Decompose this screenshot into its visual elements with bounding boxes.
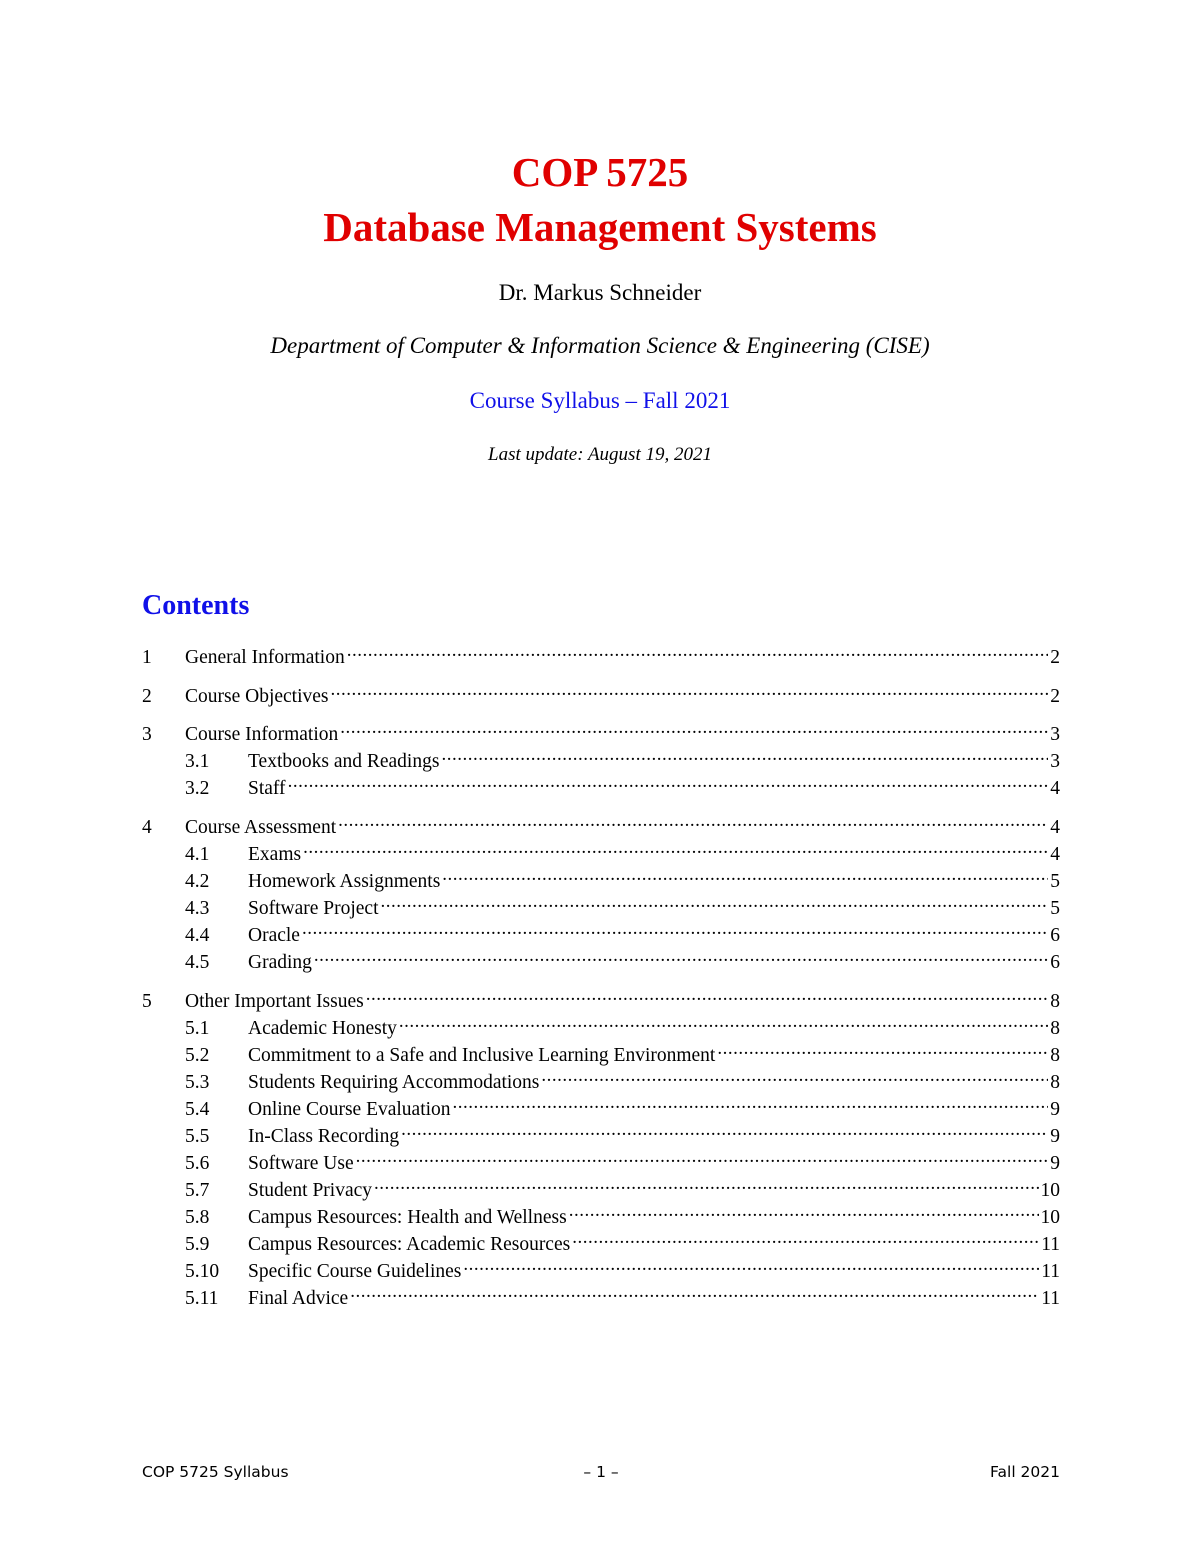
toc-entry-title: Course Objectives bbox=[185, 686, 329, 707]
toc-entry[interactable] bbox=[185, 774, 1060, 798]
toc-entry-title: Student Privacy bbox=[248, 1180, 373, 1201]
toc-dot-leader bbox=[303, 840, 1048, 860]
toc-entry-number: 5.8 bbox=[185, 1207, 210, 1228]
toc-entry-page: 8 bbox=[1050, 1072, 1060, 1093]
toc-dot-leader bbox=[569, 1203, 1039, 1223]
toc-entry[interactable] bbox=[185, 1176, 1060, 1200]
toc-entry-number: 3.1 bbox=[185, 751, 210, 772]
toc-entry-title: Textbooks and Readings bbox=[248, 751, 440, 772]
toc-entry-number: 3.2 bbox=[185, 778, 210, 799]
toc-entry-number: 5.7 bbox=[185, 1180, 210, 1201]
toc-entry-page: 11 bbox=[1041, 1288, 1060, 1309]
toc-entry[interactable] bbox=[185, 1149, 1060, 1173]
footer-course-label: COP 5725 Syllabus bbox=[142, 1463, 289, 1481]
toc-entry-number: 5.10 bbox=[185, 1261, 220, 1282]
toc-entry-number: 5.4 bbox=[185, 1099, 210, 1120]
toc-dot-leader bbox=[717, 1041, 1048, 1061]
toc-entry-number: 2 bbox=[142, 686, 152, 707]
toc-entry-page: 9 bbox=[1050, 1126, 1060, 1147]
toc-dot-leader bbox=[441, 747, 1048, 767]
last-update: Last update: August 19, 2021 bbox=[488, 444, 712, 465]
toc-entry-number: 1 bbox=[142, 647, 152, 668]
toc-entry-title: Students Requiring Accommodations bbox=[248, 1072, 540, 1093]
toc-entry-title: Exams bbox=[248, 844, 302, 865]
toc-entry-page: 8 bbox=[1050, 1045, 1060, 1066]
toc-entry-number: 4.4 bbox=[185, 925, 210, 946]
toc-entry-number: 4 bbox=[142, 817, 152, 838]
toc-entry-title: Campus Resources: Health and Wellness bbox=[248, 1207, 567, 1228]
toc-entry-number: 5.5 bbox=[185, 1126, 210, 1147]
toc-entry-page: 2 bbox=[1050, 686, 1060, 707]
toc-entry-page: 11 bbox=[1041, 1234, 1060, 1255]
toc-dot-leader bbox=[374, 1176, 1038, 1196]
toc-entry[interactable] bbox=[185, 921, 1060, 945]
toc-dot-leader bbox=[350, 1284, 1039, 1304]
toc-entry[interactable] bbox=[142, 643, 1060, 667]
toc-entry-number: 5.11 bbox=[185, 1288, 219, 1309]
toc-entry-page: 4 bbox=[1050, 844, 1060, 865]
toc-entry[interactable] bbox=[185, 867, 1060, 891]
footer-term: Fall 2021 bbox=[990, 1463, 1060, 1481]
page-footer bbox=[142, 1463, 1060, 1487]
toc-entry-page: 5 bbox=[1050, 898, 1060, 919]
toc-entry-number: 3 bbox=[142, 724, 152, 745]
toc-entry-title: General Information bbox=[185, 647, 345, 668]
toc-entry-title: Campus Resources: Academic Resources bbox=[248, 1234, 571, 1255]
toc-dot-leader bbox=[302, 921, 1048, 941]
toc-entry-title: Homework Assignments bbox=[248, 871, 441, 892]
contents-heading: Contents bbox=[142, 590, 250, 621]
toc-entry-title: Academic Honesty bbox=[248, 1018, 397, 1039]
course-title: Database Management Systems bbox=[323, 204, 877, 250]
toc-dot-leader bbox=[347, 643, 1049, 663]
toc-entry[interactable] bbox=[185, 894, 1060, 918]
toc-dot-leader bbox=[381, 894, 1049, 914]
toc-entry-title: Other Important Issues bbox=[185, 991, 364, 1012]
toc-entry-number: 4.3 bbox=[185, 898, 210, 919]
toc-entry-title: Course Information bbox=[185, 724, 339, 745]
toc-entry-page: 10 bbox=[1040, 1180, 1060, 1201]
department-name: Department of Computer & Information Science & Engineering (CISE) bbox=[270, 333, 930, 358]
toc-dot-leader bbox=[399, 1014, 1048, 1034]
toc-entry-number: 5 bbox=[142, 991, 152, 1012]
toc-entry-page: 6 bbox=[1050, 925, 1060, 946]
toc-entry-number: 4.2 bbox=[185, 871, 210, 892]
toc-dot-leader bbox=[340, 720, 1048, 740]
toc-entry[interactable] bbox=[142, 682, 1060, 706]
toc-dot-leader bbox=[463, 1257, 1039, 1277]
toc-entry-page: 4 bbox=[1050, 778, 1060, 799]
toc-entry-number: 5.3 bbox=[185, 1072, 210, 1093]
footer-page-number: – 1 – bbox=[583, 1463, 619, 1481]
toc-entry[interactable] bbox=[185, 1068, 1060, 1092]
toc-entry-title: In-Class Recording bbox=[248, 1126, 400, 1147]
toc-entry-page: 9 bbox=[1050, 1099, 1060, 1120]
toc-entry-title: Specific Course Guidelines bbox=[248, 1261, 462, 1282]
toc-entry-page: 9 bbox=[1050, 1153, 1060, 1174]
toc-entry-title: Oracle bbox=[248, 925, 300, 946]
toc-dot-leader bbox=[331, 682, 1049, 702]
toc-entry-title: Grading bbox=[248, 952, 312, 973]
toc-entry-title: Commitment to a Safe and Inclusive Learning Environment bbox=[248, 1045, 716, 1066]
toc-entry-page: 6 bbox=[1050, 952, 1060, 973]
toc-dot-leader bbox=[541, 1068, 1048, 1088]
toc-entry-number: 5.6 bbox=[185, 1153, 210, 1174]
toc-dot-leader bbox=[288, 774, 1049, 794]
toc-dot-leader bbox=[453, 1095, 1049, 1115]
toc-entry-number: 4.1 bbox=[185, 844, 210, 865]
toc-entry[interactable] bbox=[185, 747, 1060, 771]
toc-entry[interactable] bbox=[185, 1095, 1060, 1119]
toc-entry-number: 5.2 bbox=[185, 1045, 210, 1066]
toc-entry[interactable] bbox=[185, 840, 1060, 864]
toc-entry-number: 5.1 bbox=[185, 1018, 210, 1039]
toc-entry[interactable] bbox=[185, 1041, 1060, 1065]
toc-entry-title: Course Assessment bbox=[185, 817, 337, 838]
toc-entry-title: Final Advice bbox=[248, 1288, 349, 1309]
toc-dot-leader bbox=[442, 867, 1048, 887]
toc-entry-page: 5 bbox=[1050, 871, 1060, 892]
toc-entry-title: Staff bbox=[248, 778, 286, 799]
toc-entry-page: 3 bbox=[1050, 724, 1060, 745]
toc-dot-leader bbox=[401, 1122, 1048, 1142]
toc-entry[interactable] bbox=[142, 813, 1060, 837]
toc-entry-number: 5.9 bbox=[185, 1234, 210, 1255]
toc-entry[interactable] bbox=[142, 987, 1060, 1011]
author-name: Dr. Markus Schneider bbox=[498, 280, 702, 305]
toc-entry-number: 4.5 bbox=[185, 952, 210, 973]
toc-dot-leader bbox=[366, 987, 1049, 1007]
toc-entry-page: 8 bbox=[1050, 1018, 1060, 1039]
toc-entry[interactable] bbox=[185, 1284, 1060, 1308]
toc-entry-page: 10 bbox=[1040, 1207, 1060, 1228]
toc-entry[interactable] bbox=[185, 1257, 1060, 1281]
toc-entry-title: Software Project bbox=[248, 898, 379, 919]
toc-entry[interactable] bbox=[185, 1014, 1060, 1038]
toc-entry[interactable] bbox=[142, 720, 1060, 744]
toc-dot-leader bbox=[572, 1230, 1039, 1250]
toc-entry-title: Software Use bbox=[248, 1153, 354, 1174]
toc-entry[interactable] bbox=[185, 948, 1060, 972]
toc-entry[interactable] bbox=[185, 1230, 1060, 1254]
course-code: COP 5725 bbox=[511, 149, 689, 195]
toc-entry-page: 3 bbox=[1050, 751, 1060, 772]
toc-entry-page: 11 bbox=[1041, 1261, 1060, 1282]
toc-entry-page: 8 bbox=[1050, 991, 1060, 1012]
toc-entry[interactable] bbox=[185, 1122, 1060, 1146]
toc-dot-leader bbox=[356, 1149, 1049, 1169]
syllabus-subtitle: Course Syllabus – Fall 2021 bbox=[469, 388, 731, 413]
toc-entry[interactable] bbox=[185, 1203, 1060, 1227]
toc-entry-title: Online Course Evaluation bbox=[248, 1099, 451, 1120]
toc-entry-page: 2 bbox=[1050, 647, 1060, 668]
toc-entry-page: 4 bbox=[1050, 817, 1060, 838]
toc-dot-leader bbox=[314, 948, 1048, 968]
toc-dot-leader bbox=[338, 813, 1048, 833]
